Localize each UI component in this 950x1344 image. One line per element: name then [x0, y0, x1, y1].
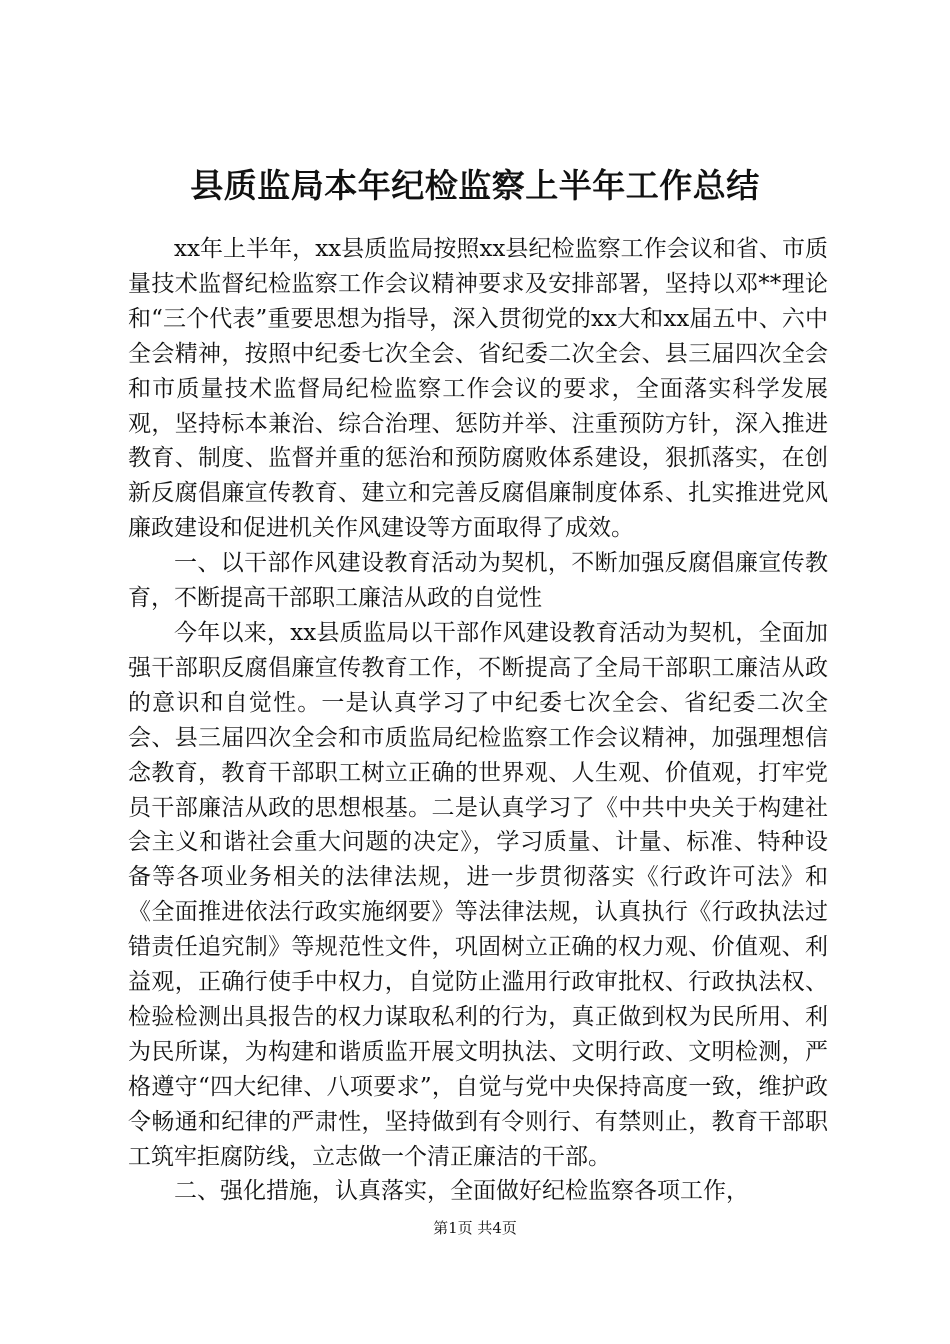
paragraph-intro: xx年上半年，xx县质监局按照xx县纪检监察工作会议和省、市质量技术监督纪检监察工作会议精神要求及安排部署，坚持以邓**理论和“三个代表”重要思想为指导，深入贯彻党的xx大和xx届五中、六中全会精神，按照中纪委七次全会、省纪委二次全会、县三届四次全会和市质量技术监督局纪检监察工作会议的要求，全面落实科学发展观，坚持标本兼治、综合治理、惩防并举、注重预防方针，深入推进教育、制度、监督并重的惩治和预防腐败体系建设，狠抓落实，在创新反腐倡廉宣传教育、建立和完善反腐倡廉制度体系、扎实推进党风廉政建设和促进机关作风建设等方面取得了成效。: [128, 236, 828, 542]
paragraph-section-1: 今年以来，xx县质监局以干部作风建设教育活动为契机，全面加强干部职反腐倡廉宣传教育工作，不断提高了全局干部职工廉洁从政的意识和自觉性。一是认真学习了中纪委七次全会、省纪委二次全会、县三届四次全会和市质监局纪检监察工作会议精神，加强理想信念教育，教育干部职工树立正确的世界观、人生观、价值观，打牢党员干部廉洁从政的思想根基。二是认真学习了《中共中央关于构建社会主义和谐社会重大问题的决定》，学习质量、计量、标准、特种设备等各项业务相关的法律法规，进一步贯彻落实《行政许可法》和《全面推进依法行政实施纲要》等法律法规，认真执行《行政执法过错责任追究制》等规范性文件，巩固树立正确的权力观、价值观、利益观，正确行使手中权力，自觉防止滥用行政审批权、行政执法权、检验检测出具报告的权力谋取私利的行为，真正做到权为民所用、利为民所谋，为构建和谐质监开展文明执法、文明行政、文明检测，严格遵守“四大纪律、八项要求”，自觉与党中央保持高度一致，维护政令畅通和纪律的严肃性，坚持做到有令则行、有禁则止，教育干部职工筑牢拒腐防线，立志做一个清正廉洁的干部。: [128, 619, 828, 1170]
section-heading-2: 二、强化措施，认真落实，全面做好纪检监察各项工作，: [174, 1178, 749, 1205]
section-heading-1: 一、以干部作风建设教育活动为契机，不断加强反腐倡廉宣传教育，不断提高干部职工廉洁从政的自觉性: [128, 550, 828, 612]
document-body: [128, 232, 828, 1209]
page-footer: 第1页 共4页: [433, 1219, 517, 1237]
document-title: 县质监局本年纪检监察上半年工作总结: [190, 166, 760, 205]
